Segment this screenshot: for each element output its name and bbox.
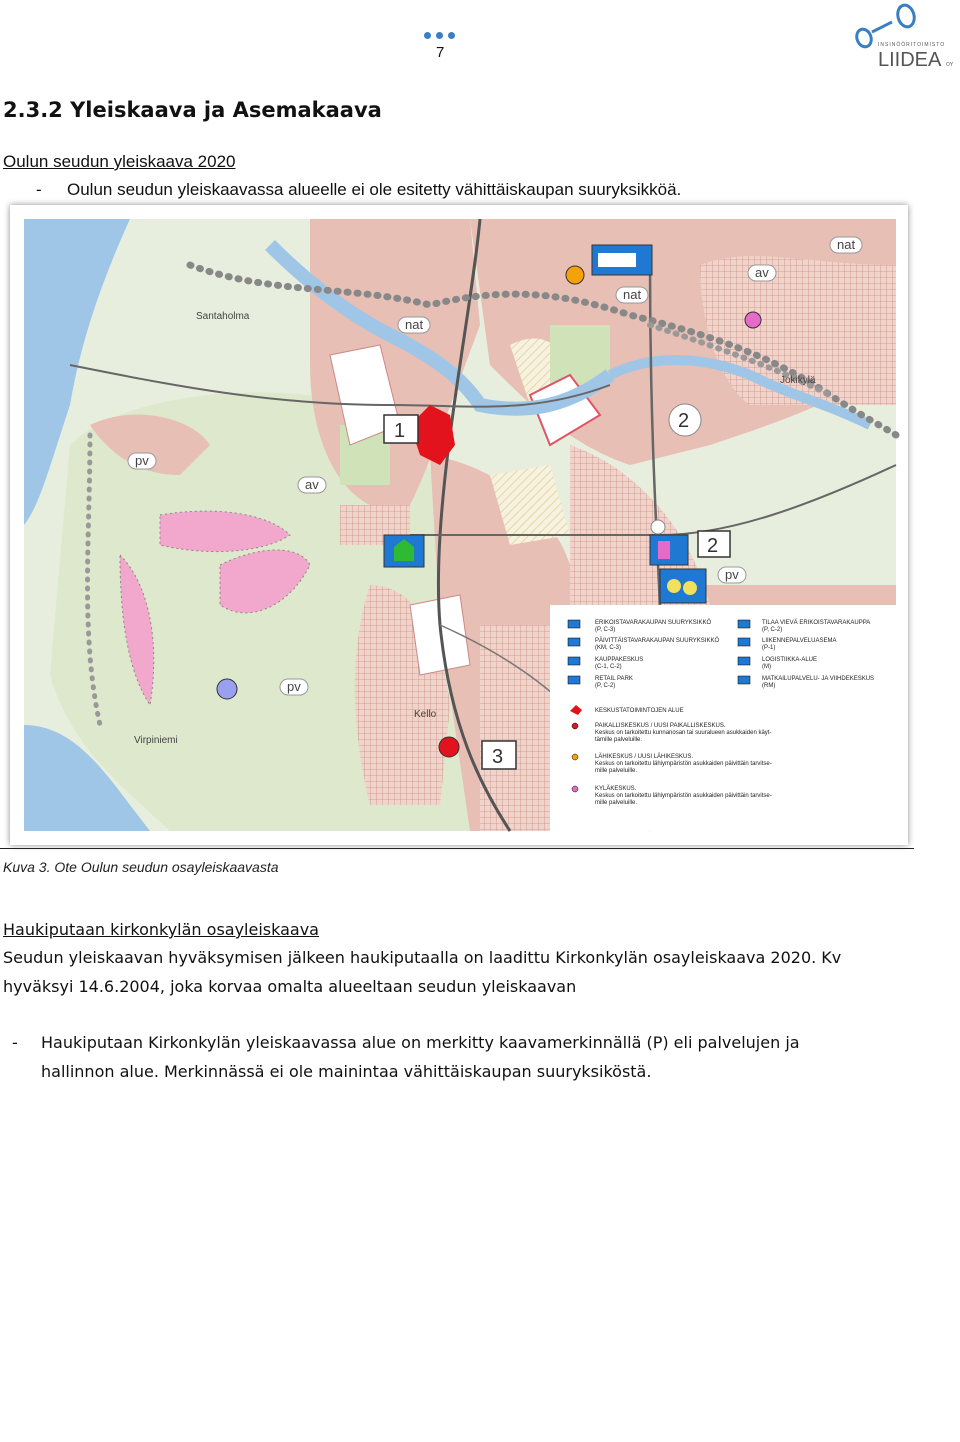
place-label: Virpiniemi xyxy=(134,735,178,746)
legend-item: PÄIVITTÄISTAVARAKAUPAN SUURYKSIKKÖ xyxy=(595,638,720,644)
legend-item-sub: Keskus on tarkoitettu lähiympäristön asukkaiden päivittäin tarvitse- xyxy=(595,761,772,767)
page-number: 7 xyxy=(436,44,445,61)
caption-divider xyxy=(0,848,914,849)
section2-heading: Haukiputaan kirkonkylän osayleiskaava xyxy=(3,920,319,939)
place-label: Santaholma xyxy=(196,311,250,322)
map-figure xyxy=(10,205,908,845)
map-label-nat: nat xyxy=(837,237,856,252)
map-number-2: 2 xyxy=(678,410,690,432)
map-label-pv: pv xyxy=(287,679,301,694)
logo-suffix: OY xyxy=(946,62,954,68)
legend-item: MATKAILUPALVELU- JA VIIHDEKESKUS xyxy=(762,676,875,682)
legend-item-sub: (P, C-2) xyxy=(762,627,783,633)
legend-item-sub: (P, C-2) xyxy=(595,683,616,689)
paragraph-line: hyväksyi 14.6.2004, joka korvaa omalta alueeltaan seudun yleiskaavan xyxy=(3,977,577,996)
bullet-text: hallinnon alue. Merkinnässä ei ole mainintaa vähittäiskaupan suuryksiköstä. xyxy=(41,1062,652,1081)
subheading-link: Oulun seudun yleiskaava 2020 xyxy=(3,152,236,171)
legend-item-sub: (C-1, C-2) xyxy=(595,664,622,670)
legend-item: RETAIL PARK xyxy=(595,676,633,682)
map-number-3: 3 xyxy=(492,746,504,768)
place-label: Jokikylä xyxy=(780,375,816,386)
legend-item: KESKUSTATOIMINTOJEN ALUE xyxy=(595,708,684,714)
map-label-nat: nat xyxy=(405,317,424,332)
legend-item-sub: Keskus on tarkoitettu lähiympäristön asukkaiden päivittäin tarvitse- xyxy=(595,793,772,799)
map-label-av: av xyxy=(305,477,319,492)
place-label: Kello xyxy=(414,709,437,720)
company-logo xyxy=(848,2,958,70)
map-label-av: av xyxy=(755,265,769,280)
legend-item-sub: (P, C-3) xyxy=(595,627,616,633)
map-legend xyxy=(550,605,896,831)
paragraph-line: Seudun yleiskaavan hyväksymisen jälkeen haukiputaalla on laadittu Kirkonkylän osayleiskaava 2020. Kv xyxy=(3,948,842,967)
map-number-1: 1 xyxy=(394,420,406,442)
map-label-pv: pv xyxy=(725,567,739,582)
logo-tagline: INSINÖÖRITOIMISTO xyxy=(878,42,946,48)
map-number-2: 2 xyxy=(707,535,719,557)
header-dots-icon xyxy=(424,26,464,38)
legend-item: TILAA VIEVÄ ERIKOISTAVARAKAUPPA xyxy=(762,620,871,626)
logo-name: LIIDEA xyxy=(878,49,942,70)
figure-caption: Kuva 3. Ote Oulun seudun osayleiskaavasta xyxy=(3,859,279,875)
legend-item-sub: (M) xyxy=(762,664,771,670)
section-heading: 2.3.2 Yleiskaava ja Asemakaava xyxy=(3,98,382,122)
bullet-dash: - xyxy=(12,1033,18,1052)
land-use-map xyxy=(10,205,908,845)
legend-item-sub: tämille palveluille. xyxy=(595,737,643,743)
legend-item: LIIKENNEPALVELUASEMA xyxy=(762,638,837,644)
legend-item: KYLÄKESKUS. xyxy=(595,786,637,792)
legend-item-sub: (RM) xyxy=(762,683,776,689)
legend-item-sub: (KM, C-3) xyxy=(595,645,621,651)
legend-item-sub: mille palveluille. xyxy=(595,768,638,774)
bullet-text: Haukiputaan Kirkonkylän yleiskaavassa alue on merkitty kaavamerkinnällä (P) eli palvelujen ja xyxy=(41,1033,800,1052)
bullet-text: Oulun seudun yleiskaavassa alueelle ei ole esitetty vähittäiskaupan suuryksikköä. xyxy=(67,180,682,199)
legend-item: KAUPPAKESKUS xyxy=(595,657,644,663)
legend-item-sub: (P-1) xyxy=(762,645,776,651)
legend-item: LÄHIKESKUS / UUSI LÄHIKESKUS. xyxy=(595,754,694,760)
legend-item: PAIKALLISKESKUS / UUSI PAIKALLISKESKUS. xyxy=(595,723,726,729)
legend-item: LOGISTIIKKA-ALUE xyxy=(762,657,818,663)
map-label-pv: pv xyxy=(135,453,149,468)
legend-item-sub: Keskus on tarkoitettu kunnanosan tai suuralueen asukkaiden käyt- xyxy=(595,730,772,736)
legend-item: ERIKOISTAVARAKAUPAN SUURYKSIKKÖ xyxy=(595,620,712,626)
legend-item-sub: mille palveluille. xyxy=(595,800,638,806)
map-label-nat: nat xyxy=(623,287,642,302)
